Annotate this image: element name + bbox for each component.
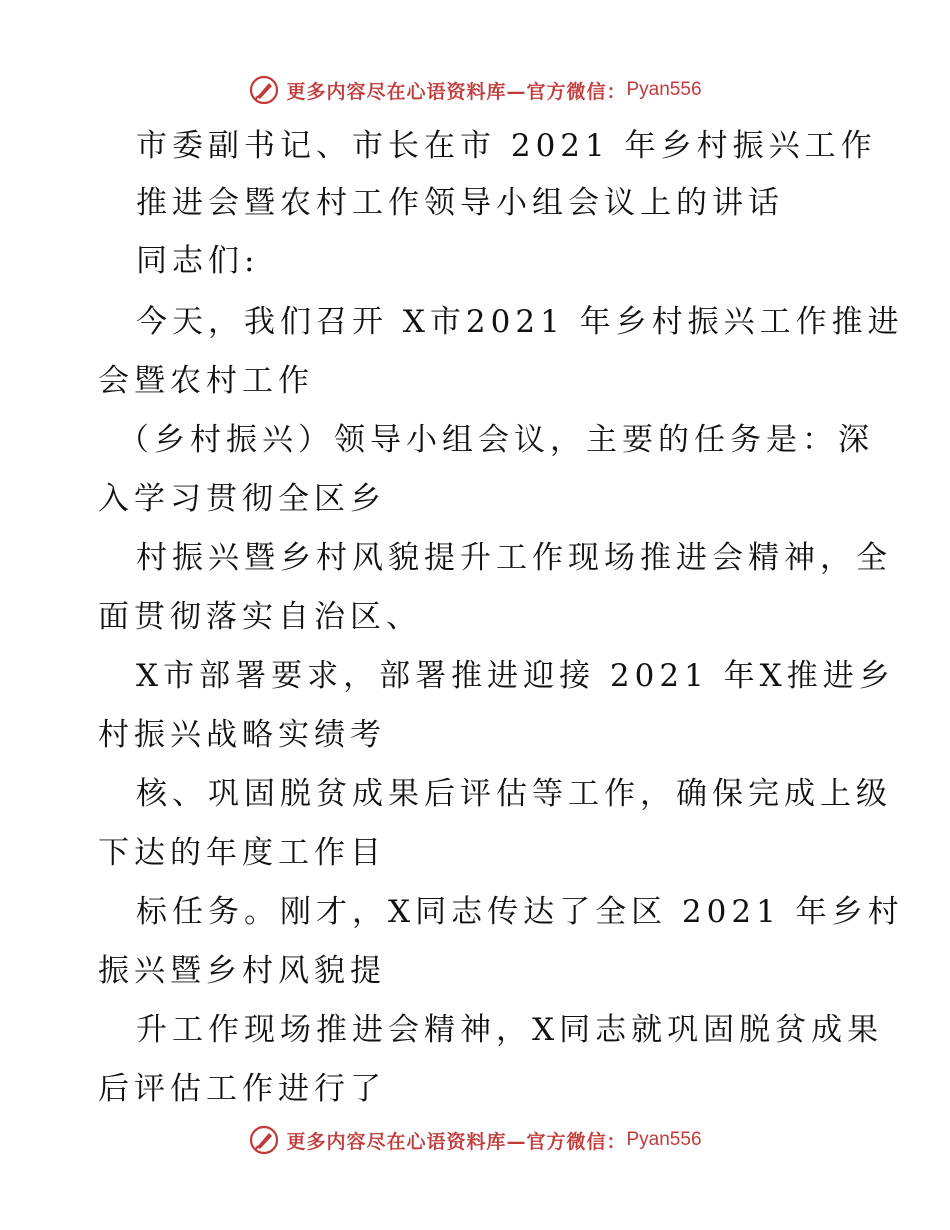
body-line: 入学习贯彻全区乡 [98, 481, 386, 517]
header-watermark [0, 70, 950, 110]
body-line: （乡村振兴）领导小组会议，主要的任务是：深 [118, 422, 874, 458]
body-line: 村振兴战略实绩考 [98, 717, 386, 753]
document-title-line-2: 推进会暨农村工作领导小组会议上的讲话 [136, 185, 784, 221]
watermark-text: 更多内容尽在心语资料库—官方微信： [286, 1130, 627, 1153]
watermark-wechat-id: Pyan556 [626, 1129, 702, 1150]
body-line: 村振兴暨乡村风貌提升工作现场推进会精神，全 [136, 540, 892, 576]
quill-pen-logo-icon [248, 74, 280, 106]
body-line: 升工作现场推进会精神，X同志就巩固脱贫成果 [136, 1012, 884, 1048]
salutation: 同志们: [136, 243, 260, 279]
body-line: 后评估工作进行了 [98, 1071, 386, 1107]
watermark-wechat-id: Pyan556 [626, 79, 702, 100]
body-line: 振兴暨乡村风貌提 [98, 953, 386, 989]
body-line: 标任务。刚才，X同志传达了全区 2021 年乡村 [136, 894, 904, 930]
body-line: 面贯彻落实自治区、 [98, 599, 422, 635]
body-line: 下达的年度工作目 [98, 835, 386, 871]
document-title-line-1: 市委副书记、市长在市 2021 年乡村振兴工作 [136, 128, 877, 164]
body-line: X市部署要求，部署推进迎接 2021 年X推进乡 [136, 658, 895, 694]
body-line: 核、巩固脱贫成果后评估等工作，确保完成上级 [136, 776, 892, 812]
footer-watermark [0, 1120, 950, 1160]
body-line: 会暨农村工作 [98, 363, 314, 399]
body-line: 今天，我们召开 X市2021 年乡村振兴工作推进 [136, 304, 904, 340]
watermark-text: 更多内容尽在心语资料库—官方微信： [286, 80, 627, 103]
quill-pen-logo-icon [248, 1124, 280, 1156]
